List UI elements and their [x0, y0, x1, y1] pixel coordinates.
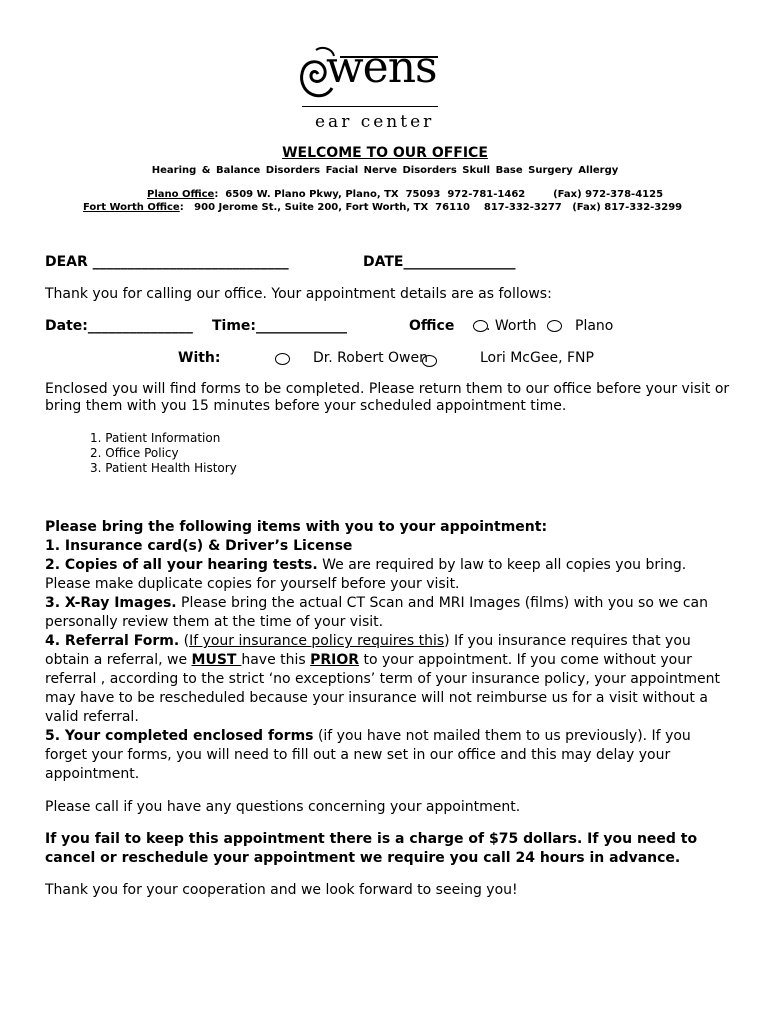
bring-item-4-text-b: have this — [241, 652, 311, 668]
bring-item-2 — [45, 556, 735, 594]
page-title: WELCOME TO OUR OFFICE — [282, 145, 488, 161]
bring-item-5-text: (if you have not mailed them to us previously). If you forget your forms, you will need to fill out a new set in our office and this may delay your appointment. — [45, 728, 691, 782]
questions-text: Please call if you have any questions concerning your appointment. — [45, 799, 521, 815]
intro-text: Thank you for calling our office. Your appointment details are as follows: — [45, 286, 552, 302]
list-item: 2. Office Policy — [90, 446, 179, 460]
plano-office-label: Plano Office — [147, 189, 215, 200]
bring-item-5 — [45, 727, 735, 784]
thank-you-text: Thank you for your cooperation and we look forward to seeing you! — [45, 882, 518, 898]
bring-item-3-title: 3. X-Ray Images. — [45, 595, 177, 611]
bring-item-3 — [45, 594, 735, 632]
bring-section — [45, 518, 735, 784]
office-plano-label: Plano — [575, 318, 614, 334]
bring-item-4-condition: If your insurance policy requires this — [189, 633, 445, 649]
fort-worth-office-details: : 900 Jerome St., Suite 200, Fort Worth, TX 76110 817-332-3277 (Fax) 817-332-3299 — [179, 202, 683, 213]
owens-logo — [296, 44, 456, 136]
date-field[interactable]: DATE________________ — [363, 254, 516, 270]
provider-dr-owen: Dr. Robert Owen — [313, 350, 428, 366]
bring-item-4-text-c: to your appointment. If you come without your referral , according to the strict ‘no exceptions’ term of your insurance policy, your appointment may have to be rescheduled because your insurance will not reimburse us for a visit without a valid referral. — [45, 652, 720, 725]
bring-item-4-title: 4. Referral Form. — [45, 633, 180, 649]
radio-plano[interactable] — [547, 320, 562, 332]
bring-item-4-paren: ( — [179, 633, 190, 649]
bring-item-4-must: MUST — [191, 652, 242, 668]
bring-item-4 — [45, 632, 735, 727]
plano-office-line — [147, 189, 663, 200]
logo-rule-middle — [302, 106, 438, 107]
list-item: 3. Patient Health History — [90, 461, 237, 475]
appointment-date-field[interactable]: Date:_______________ — [45, 318, 193, 334]
bring-item-1: 1. Insurance card(s) & Driver’s License — [45, 538, 353, 554]
appointment-time-field[interactable]: Time:_____________ — [212, 318, 348, 334]
logo-subtitle: ear center — [315, 112, 435, 132]
plano-office-details: : 6509 W. Plano Pkwy, Plano, TX 75093 972-781-1462 (Fax) 972-378-4125 — [214, 189, 664, 200]
bring-item-2-title: 2. Copies of all your hearing tests. — [45, 557, 318, 573]
with-label: With: — [178, 350, 221, 366]
fort-worth-office-label: Fort Worth Office — [83, 202, 180, 213]
bring-item-2-text: We are required by law to keep all copies you bring. Please make duplicate copies for yourself before your visit. — [45, 557, 687, 592]
logo-wordmark: wens — [326, 42, 437, 93]
office-fort-worth-label: . Worth — [486, 318, 537, 334]
radio-lori-mcgee[interactable] — [422, 355, 437, 367]
forms-list — [90, 431, 237, 476]
cancellation-policy: If you fail to keep this appointment there is a charge of $75 dollars. If you need to cancel or reschedule your appointment we require you call 24 hours in advance. — [45, 831, 698, 866]
provider-lori-mcgee: Lori McGee, FNP — [480, 350, 594, 366]
list-item: 1. Patient Information — [90, 431, 221, 445]
bring-item-4-text-a: ) If you insurance requires that you obtain a referral, we — [45, 633, 691, 668]
specialties-line: Hearing & Balance Disorders Facial Nerve Disorders Skull Base Surgery Allergy — [151, 165, 619, 176]
bring-heading: Please bring the following items with you to your appointment: — [45, 519, 548, 535]
dear-field[interactable]: DEAR ____________________________ — [45, 254, 289, 270]
office-label: Office — [409, 318, 455, 334]
enclosed-paragraph: Enclosed you will find forms to be completed. Please return them to our office before your visit or bring them with you 15 minutes before your scheduled appointment time. — [45, 381, 730, 414]
bring-item-3-text: Please bring the actual CT Scan and MRI Images (films) with you so we can personally review them at the time of your visit. — [45, 595, 709, 630]
fort-worth-office-line — [83, 202, 682, 213]
radio-dr-owen[interactable] — [275, 353, 290, 365]
bring-item-5-title: 5. Your completed enclosed forms — [45, 728, 314, 744]
bring-item-4-prior: PRIOR — [310, 652, 360, 668]
